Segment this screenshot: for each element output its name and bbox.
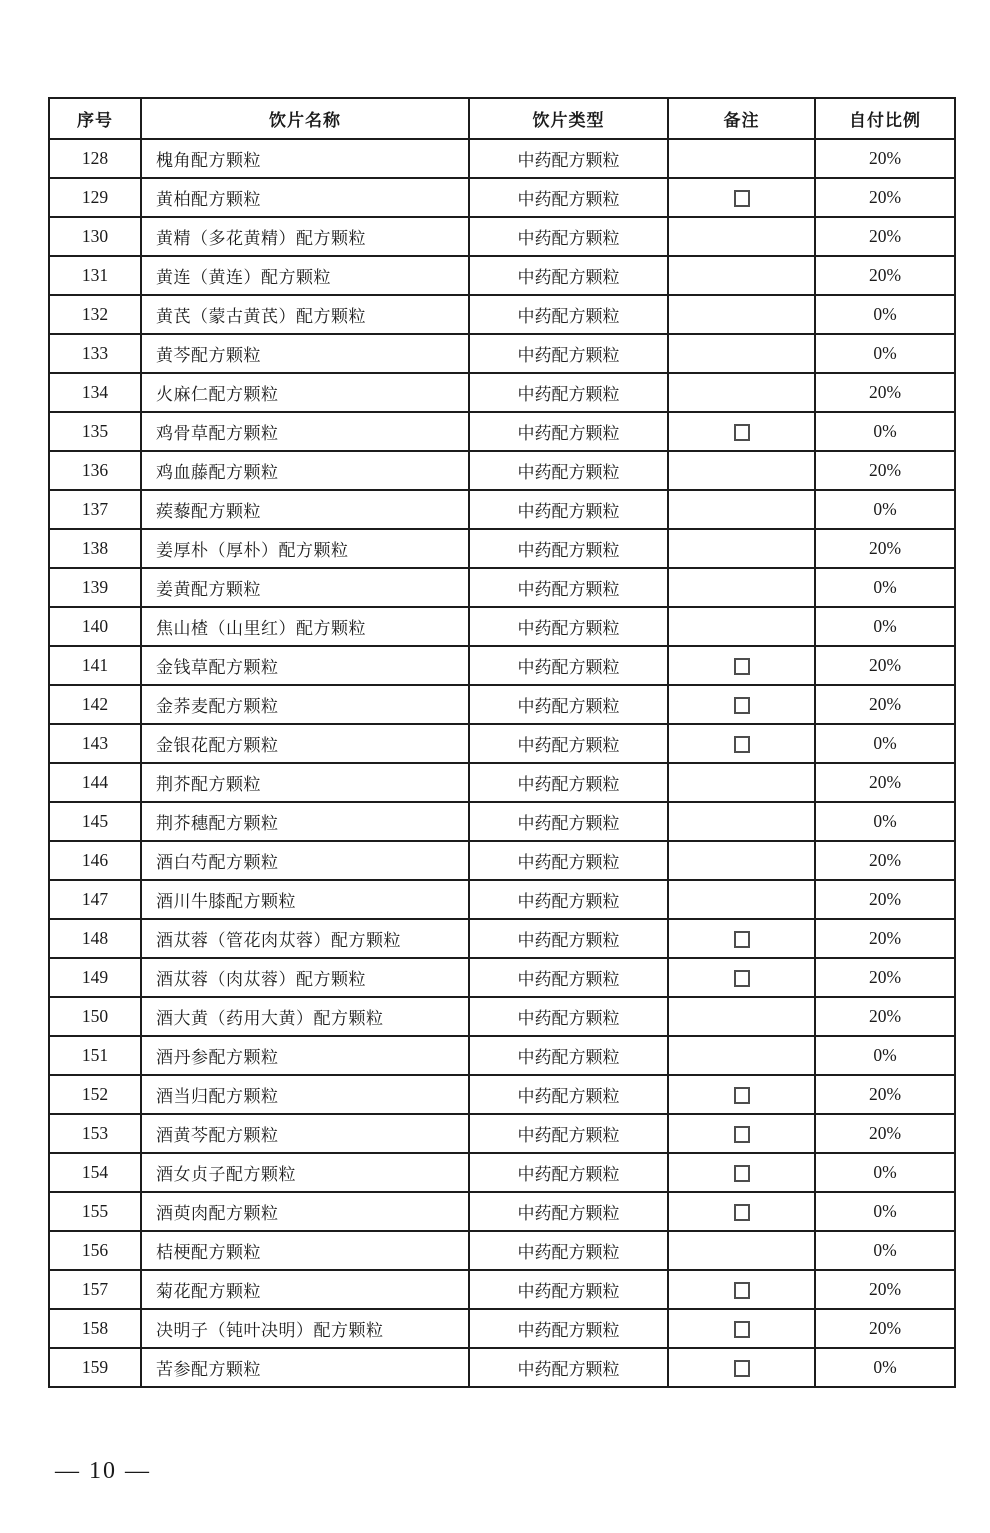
piece-name-cell: 金银花配方颗粒 bbox=[141, 724, 469, 763]
serial-number-cell: 152 bbox=[49, 1075, 141, 1114]
medicine-granule-table bbox=[48, 97, 956, 1388]
remark-checkbox-icon bbox=[734, 1204, 750, 1221]
table-row bbox=[49, 178, 955, 217]
table-row bbox=[49, 1114, 955, 1153]
remark-cell bbox=[668, 607, 815, 646]
remark-checkbox-icon bbox=[734, 697, 750, 714]
table-row bbox=[49, 997, 955, 1036]
piece-type-cell: 中药配方颗粒 bbox=[469, 919, 668, 958]
remark-cell bbox=[668, 958, 815, 997]
remark-cell bbox=[668, 1231, 815, 1270]
self-pay-ratio-cell: 20% bbox=[815, 451, 955, 490]
piece-type-cell: 中药配方颗粒 bbox=[469, 373, 668, 412]
medicine-granule-table-container bbox=[48, 97, 954, 1388]
serial-number-cell: 145 bbox=[49, 802, 141, 841]
table-row bbox=[49, 1270, 955, 1309]
piece-name-cell: 酒当归配方颗粒 bbox=[141, 1075, 469, 1114]
piece-name-cell: 黄芩配方颗粒 bbox=[141, 334, 469, 373]
remark-cell bbox=[668, 139, 815, 178]
serial-number-cell: 154 bbox=[49, 1153, 141, 1192]
piece-type-cell: 中药配方颗粒 bbox=[469, 958, 668, 997]
piece-name-cell: 苦参配方颗粒 bbox=[141, 1348, 469, 1387]
serial-number-cell: 144 bbox=[49, 763, 141, 802]
table-row bbox=[49, 1153, 955, 1192]
self-pay-ratio-cell: 20% bbox=[815, 529, 955, 568]
remark-cell bbox=[668, 412, 815, 451]
table-row bbox=[49, 646, 955, 685]
self-pay-ratio-cell: 0% bbox=[815, 412, 955, 451]
self-pay-ratio-cell: 20% bbox=[815, 373, 955, 412]
table-row bbox=[49, 1348, 955, 1387]
remark-cell bbox=[668, 373, 815, 412]
remark-checkbox-icon bbox=[734, 931, 750, 948]
piece-type-cell: 中药配方颗粒 bbox=[469, 139, 668, 178]
remark-checkbox-icon bbox=[734, 190, 750, 207]
piece-type-cell: 中药配方颗粒 bbox=[469, 295, 668, 334]
self-pay-ratio-cell: 0% bbox=[815, 1036, 955, 1075]
table-row bbox=[49, 412, 955, 451]
self-pay-ratio-cell: 20% bbox=[815, 880, 955, 919]
remark-checkbox-icon bbox=[734, 1321, 750, 1338]
piece-type-cell: 中药配方颗粒 bbox=[469, 802, 668, 841]
self-pay-ratio-cell: 0% bbox=[815, 802, 955, 841]
piece-type-cell: 中药配方颗粒 bbox=[469, 997, 668, 1036]
remark-cell bbox=[668, 178, 815, 217]
piece-name-cell: 酒大黄（药用大黄）配方颗粒 bbox=[141, 997, 469, 1036]
piece-name-cell: 焦山楂（山里红）配方颗粒 bbox=[141, 607, 469, 646]
piece-type-cell: 中药配方颗粒 bbox=[469, 568, 668, 607]
piece-type-cell: 中药配方颗粒 bbox=[469, 724, 668, 763]
table-row bbox=[49, 568, 955, 607]
self-pay-ratio-cell: 20% bbox=[815, 1270, 955, 1309]
serial-number-cell: 128 bbox=[49, 139, 141, 178]
remark-cell bbox=[668, 685, 815, 724]
piece-name-cell: 酒丹参配方颗粒 bbox=[141, 1036, 469, 1075]
serial-number-cell: 134 bbox=[49, 373, 141, 412]
header-piece-name: 饮片名称 bbox=[141, 98, 469, 139]
piece-name-cell: 酒女贞子配方颗粒 bbox=[141, 1153, 469, 1192]
header-remark: 备注 bbox=[668, 98, 815, 139]
piece-name-cell: 酒苁蓉（管花肉苁蓉）配方颗粒 bbox=[141, 919, 469, 958]
self-pay-ratio-cell: 20% bbox=[815, 256, 955, 295]
remark-cell bbox=[668, 568, 815, 607]
piece-name-cell: 酒黄芩配方颗粒 bbox=[141, 1114, 469, 1153]
piece-name-cell: 荆芥穗配方颗粒 bbox=[141, 802, 469, 841]
table-row bbox=[49, 1075, 955, 1114]
piece-name-cell: 菊花配方颗粒 bbox=[141, 1270, 469, 1309]
self-pay-ratio-cell: 0% bbox=[815, 568, 955, 607]
table-row bbox=[49, 763, 955, 802]
header-serial-number: 序号 bbox=[49, 98, 141, 139]
remark-cell bbox=[668, 1348, 815, 1387]
serial-number-cell: 137 bbox=[49, 490, 141, 529]
piece-type-cell: 中药配方颗粒 bbox=[469, 217, 668, 256]
serial-number-cell: 139 bbox=[49, 568, 141, 607]
piece-name-cell: 决明子（钝叶决明）配方颗粒 bbox=[141, 1309, 469, 1348]
piece-name-cell: 金荞麦配方颗粒 bbox=[141, 685, 469, 724]
serial-number-cell: 156 bbox=[49, 1231, 141, 1270]
piece-type-cell: 中药配方颗粒 bbox=[469, 1270, 668, 1309]
self-pay-ratio-cell: 20% bbox=[815, 685, 955, 724]
table-row bbox=[49, 490, 955, 529]
table-row bbox=[49, 1231, 955, 1270]
table-row bbox=[49, 256, 955, 295]
piece-type-cell: 中药配方颗粒 bbox=[469, 880, 668, 919]
self-pay-ratio-cell: 20% bbox=[815, 1075, 955, 1114]
self-pay-ratio-cell: 20% bbox=[815, 997, 955, 1036]
remark-cell bbox=[668, 997, 815, 1036]
self-pay-ratio-cell: 20% bbox=[815, 958, 955, 997]
serial-number-cell: 133 bbox=[49, 334, 141, 373]
remark-checkbox-icon bbox=[734, 658, 750, 675]
self-pay-ratio-cell: 0% bbox=[815, 724, 955, 763]
piece-type-cell: 中药配方颗粒 bbox=[469, 334, 668, 373]
serial-number-cell: 155 bbox=[49, 1192, 141, 1231]
serial-number-cell: 146 bbox=[49, 841, 141, 880]
table-body bbox=[49, 139, 955, 1387]
serial-number-cell: 141 bbox=[49, 646, 141, 685]
self-pay-ratio-cell: 20% bbox=[815, 1114, 955, 1153]
remark-cell bbox=[668, 256, 815, 295]
remark-checkbox-icon bbox=[734, 1165, 750, 1182]
header-self-pay-ratio: 自付比例 bbox=[815, 98, 955, 139]
piece-type-cell: 中药配方颗粒 bbox=[469, 256, 668, 295]
remark-cell bbox=[668, 1075, 815, 1114]
serial-number-cell: 151 bbox=[49, 1036, 141, 1075]
piece-name-cell: 黄连（黄连）配方颗粒 bbox=[141, 256, 469, 295]
self-pay-ratio-cell: 20% bbox=[815, 763, 955, 802]
remark-cell bbox=[668, 490, 815, 529]
remark-cell bbox=[668, 919, 815, 958]
remark-cell bbox=[668, 334, 815, 373]
self-pay-ratio-cell: 20% bbox=[815, 919, 955, 958]
remark-checkbox-icon bbox=[734, 424, 750, 441]
self-pay-ratio-cell: 0% bbox=[815, 1192, 955, 1231]
piece-name-cell: 黄精（多花黄精）配方颗粒 bbox=[141, 217, 469, 256]
serial-number-cell: 138 bbox=[49, 529, 141, 568]
remark-cell bbox=[668, 763, 815, 802]
piece-type-cell: 中药配方颗粒 bbox=[469, 1348, 668, 1387]
self-pay-ratio-cell: 0% bbox=[815, 1153, 955, 1192]
table-row bbox=[49, 217, 955, 256]
piece-type-cell: 中药配方颗粒 bbox=[469, 490, 668, 529]
table-row bbox=[49, 295, 955, 334]
self-pay-ratio-cell: 0% bbox=[815, 607, 955, 646]
piece-name-cell: 黄柏配方颗粒 bbox=[141, 178, 469, 217]
self-pay-ratio-cell: 20% bbox=[815, 139, 955, 178]
piece-type-cell: 中药配方颗粒 bbox=[469, 1192, 668, 1231]
piece-type-cell: 中药配方颗粒 bbox=[469, 685, 668, 724]
table-row bbox=[49, 451, 955, 490]
remark-cell bbox=[668, 451, 815, 490]
table-row bbox=[49, 802, 955, 841]
piece-name-cell: 鸡血藤配方颗粒 bbox=[141, 451, 469, 490]
piece-type-cell: 中药配方颗粒 bbox=[469, 841, 668, 880]
table-row bbox=[49, 724, 955, 763]
remark-cell bbox=[668, 1270, 815, 1309]
piece-name-cell: 蒺藜配方颗粒 bbox=[141, 490, 469, 529]
serial-number-cell: 158 bbox=[49, 1309, 141, 1348]
piece-name-cell: 姜黄配方颗粒 bbox=[141, 568, 469, 607]
table-row bbox=[49, 334, 955, 373]
serial-number-cell: 132 bbox=[49, 295, 141, 334]
piece-type-cell: 中药配方颗粒 bbox=[469, 607, 668, 646]
serial-number-cell: 142 bbox=[49, 685, 141, 724]
piece-type-cell: 中药配方颗粒 bbox=[469, 451, 668, 490]
self-pay-ratio-cell: 0% bbox=[815, 490, 955, 529]
serial-number-cell: 131 bbox=[49, 256, 141, 295]
remark-checkbox-icon bbox=[734, 1087, 750, 1104]
header-piece-type: 饮片类型 bbox=[469, 98, 668, 139]
piece-type-cell: 中药配方颗粒 bbox=[469, 1231, 668, 1270]
piece-type-cell: 中药配方颗粒 bbox=[469, 1309, 668, 1348]
table-row bbox=[49, 373, 955, 412]
piece-type-cell: 中药配方颗粒 bbox=[469, 1036, 668, 1075]
table-row bbox=[49, 880, 955, 919]
serial-number-cell: 153 bbox=[49, 1114, 141, 1153]
piece-type-cell: 中药配方颗粒 bbox=[469, 763, 668, 802]
serial-number-cell: 148 bbox=[49, 919, 141, 958]
piece-type-cell: 中药配方颗粒 bbox=[469, 529, 668, 568]
remark-checkbox-icon bbox=[734, 970, 750, 987]
serial-number-cell: 136 bbox=[49, 451, 141, 490]
self-pay-ratio-cell: 0% bbox=[815, 1348, 955, 1387]
remark-checkbox-icon bbox=[734, 1360, 750, 1377]
serial-number-cell: 150 bbox=[49, 997, 141, 1036]
remark-cell bbox=[668, 646, 815, 685]
serial-number-cell: 143 bbox=[49, 724, 141, 763]
remark-cell bbox=[668, 217, 815, 256]
table-row bbox=[49, 1309, 955, 1348]
table-header bbox=[49, 98, 955, 139]
piece-name-cell: 金钱草配方颗粒 bbox=[141, 646, 469, 685]
serial-number-cell: 140 bbox=[49, 607, 141, 646]
piece-name-cell: 槐角配方颗粒 bbox=[141, 139, 469, 178]
table-row bbox=[49, 1192, 955, 1231]
piece-type-cell: 中药配方颗粒 bbox=[469, 1114, 668, 1153]
self-pay-ratio-cell: 20% bbox=[815, 178, 955, 217]
piece-type-cell: 中药配方颗粒 bbox=[469, 178, 668, 217]
table-row bbox=[49, 685, 955, 724]
remark-cell bbox=[668, 880, 815, 919]
table-row bbox=[49, 958, 955, 997]
serial-number-cell: 159 bbox=[49, 1348, 141, 1387]
table-header-row bbox=[49, 98, 955, 139]
piece-type-cell: 中药配方颗粒 bbox=[469, 1153, 668, 1192]
table-row bbox=[49, 139, 955, 178]
piece-name-cell: 酒萸肉配方颗粒 bbox=[141, 1192, 469, 1231]
remark-cell bbox=[668, 1309, 815, 1348]
remark-cell bbox=[668, 1114, 815, 1153]
remark-cell bbox=[668, 1192, 815, 1231]
table-row bbox=[49, 919, 955, 958]
piece-name-cell: 桔梗配方颗粒 bbox=[141, 1231, 469, 1270]
serial-number-cell: 129 bbox=[49, 178, 141, 217]
self-pay-ratio-cell: 20% bbox=[815, 646, 955, 685]
self-pay-ratio-cell: 20% bbox=[815, 1309, 955, 1348]
piece-type-cell: 中药配方颗粒 bbox=[469, 412, 668, 451]
remark-cell bbox=[668, 1153, 815, 1192]
remark-checkbox-icon bbox=[734, 1126, 750, 1143]
table-row bbox=[49, 1036, 955, 1075]
remark-cell bbox=[668, 724, 815, 763]
piece-name-cell: 酒白芍配方颗粒 bbox=[141, 841, 469, 880]
self-pay-ratio-cell: 0% bbox=[815, 1231, 955, 1270]
remark-cell bbox=[668, 802, 815, 841]
piece-type-cell: 中药配方颗粒 bbox=[469, 1075, 668, 1114]
table-row bbox=[49, 607, 955, 646]
remark-checkbox-icon bbox=[734, 736, 750, 753]
piece-name-cell: 黄芪（蒙古黄芪）配方颗粒 bbox=[141, 295, 469, 334]
self-pay-ratio-cell: 20% bbox=[815, 841, 955, 880]
table-row bbox=[49, 841, 955, 880]
serial-number-cell: 157 bbox=[49, 1270, 141, 1309]
remark-cell bbox=[668, 529, 815, 568]
piece-type-cell: 中药配方颗粒 bbox=[469, 646, 668, 685]
piece-name-cell: 荆芥配方颗粒 bbox=[141, 763, 469, 802]
piece-name-cell: 鸡骨草配方颗粒 bbox=[141, 412, 469, 451]
page-number: — 10 — bbox=[55, 1458, 151, 1484]
self-pay-ratio-cell: 0% bbox=[815, 295, 955, 334]
serial-number-cell: 149 bbox=[49, 958, 141, 997]
serial-number-cell: 135 bbox=[49, 412, 141, 451]
serial-number-cell: 147 bbox=[49, 880, 141, 919]
piece-name-cell: 酒川牛膝配方颗粒 bbox=[141, 880, 469, 919]
remark-cell bbox=[668, 295, 815, 334]
self-pay-ratio-cell: 0% bbox=[815, 334, 955, 373]
self-pay-ratio-cell: 20% bbox=[815, 217, 955, 256]
remark-checkbox-icon bbox=[734, 1282, 750, 1299]
piece-name-cell: 火麻仁配方颗粒 bbox=[141, 373, 469, 412]
remark-cell bbox=[668, 1036, 815, 1075]
serial-number-cell: 130 bbox=[49, 217, 141, 256]
table-row bbox=[49, 529, 955, 568]
piece-name-cell: 酒苁蓉（肉苁蓉）配方颗粒 bbox=[141, 958, 469, 997]
piece-name-cell: 姜厚朴（厚朴）配方颗粒 bbox=[141, 529, 469, 568]
remark-cell bbox=[668, 841, 815, 880]
